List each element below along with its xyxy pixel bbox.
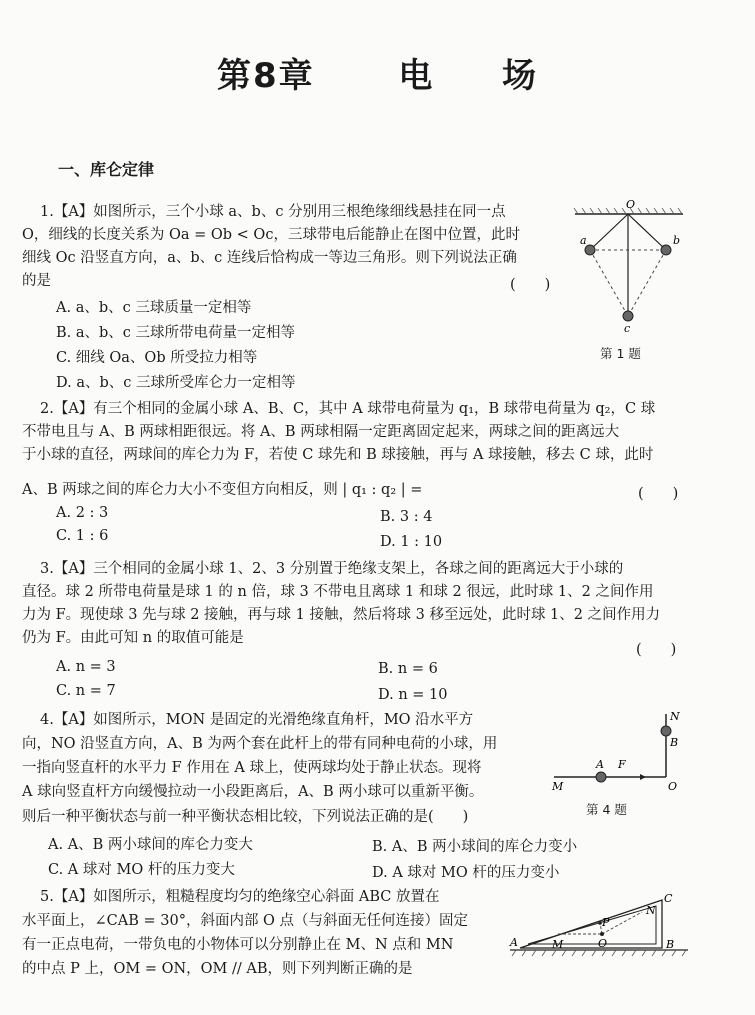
option-d: D. n = 10 [378, 687, 448, 703]
q1-line: O，细线的长度关系为 Oa = Ob < Oc，三球带电后能静止在图中位置，此时 [22, 227, 520, 243]
label-b: B [670, 736, 679, 749]
q5-line: 水平面上，∠CAB = 30°，斜面内部 O 点（与斜面无任何连接）固定 [22, 913, 469, 929]
q3-line: 3.【A】三个相同的金属小球 1、2、3 分别置于绝缘支架上，各球之间的距离远大于小球的 [40, 561, 624, 577]
label-p: P [602, 916, 610, 929]
option-a: A. 2 : 3 [56, 505, 109, 521]
q3-line: 直径。球 2 所带电荷量是球 1 的 n 倍，球 3 不带电且离球 1 和球 2 很远，此时球 1、2 之间作用 [22, 584, 654, 600]
q2-line: A、B 两球之间的库仑力大小不变但方向相反，则 | q₁ : q₂ | = [22, 482, 423, 498]
label-a: a [580, 234, 587, 247]
option-b: B. A、B 两小球间的库仑力变小 [372, 839, 578, 855]
label-b: B [666, 938, 675, 951]
q2-line: 于小球的直径，两球间的库仑力为 F，若使 C 球先和 B 球接触，再与 A 球接触，移去 C 球，此时 [22, 447, 654, 463]
label-o: O [598, 937, 608, 950]
chapter-title [0, 48, 755, 97]
option-c: C. 细线 Oa、Ob 所受拉力相等 [56, 350, 258, 366]
q3-line: 力为 F。现使球 3 先与球 2 接触，再与球 1 接触，然后将球 3 移至远处，此时球 1、2 之间作用力 [22, 607, 661, 623]
q4-line: 向，NO 沿竖直方向，A、B 为两个套在此杆上的带有同种电荷的小球，用 [22, 736, 498, 752]
label-f: F [618, 758, 626, 771]
figure-4-diagram [548, 706, 698, 798]
option-a: A. a、b、c 三球质量一定相等 [56, 300, 252, 316]
label-a: A [596, 758, 604, 771]
label-m: M [552, 938, 564, 951]
figure-1-caption: 第 1 题 [600, 346, 641, 361]
figure-4-caption: 第 4 题 [586, 802, 627, 817]
chapter-number: 第8章 [216, 56, 315, 96]
q3-line: 仍为 F。由此可知 n 的取值可能是 [22, 630, 244, 646]
q1-line: 1.【A】如图所示，三个小球 a、b、c 分别用三根绝缘细线悬挂在同一点 [40, 204, 506, 220]
q4-line: 则后一种平衡状态与前一种平衡状态相比较，下列说法正确的是( ) [22, 809, 469, 825]
option-b: B. n = 6 [378, 661, 438, 677]
label-c: c [624, 322, 631, 335]
label-o: O [626, 198, 636, 211]
q5-line: 5.【A】如图所示，粗糙程度均匀的绝缘空心斜面 ABC 放置在 [40, 889, 440, 905]
answer-paren: ( ) [638, 486, 679, 502]
q1-line: 细线 Oc 沿竖直方向，a、b、c 连线后恰构成一等边三角形。则下列说法正确 [22, 250, 517, 266]
label-n: N [670, 710, 680, 723]
label-o: O [668, 780, 678, 793]
figure-1-diagram [570, 198, 690, 343]
q4-line: 一指向竖直杆的水平力 F 作用在 A 球上，使两球均处于静止状态。现将 [22, 760, 482, 776]
option-d: D. A 球对 MO 杆的压力变小 [372, 865, 560, 881]
q1-line: 的是 [22, 273, 51, 289]
answer-paren: ( ) [636, 642, 677, 658]
option-a: A. n = 3 [56, 659, 116, 675]
q5-line: 有一正点电荷，一带负电的小物体可以分别静止在 M、N 点和 MN [22, 937, 454, 953]
chapter-word-1: 电 [398, 56, 435, 96]
q4-line: 4.【A】如图所示，MON 是固定的光滑绝缘直角杆，MO 沿水平方 [40, 712, 474, 728]
label-b: b [673, 234, 681, 247]
label-n: N [646, 904, 656, 917]
q2-line: 2.【A】有三个相同的金属小球 A、B、C，其中 A 球带电荷量为 q₁，B 球带电荷量为 q₂，C 球 [40, 401, 656, 417]
option-b: B. 3 : 4 [380, 509, 433, 525]
option-d: D. a、b、c 三球所受库仑力一定相等 [56, 375, 296, 391]
q2-line: 不带电且与 A、B 两球相距很远。将 A、B 两球相隔一定距离固定起来，两球之间的距离远大 [22, 424, 620, 440]
option-c: C. A 球对 MO 杆的压力变大 [48, 862, 235, 878]
option-c: C. n = 7 [56, 683, 116, 699]
section-heading: 一、库仑定律 [58, 160, 155, 179]
label-m: M [552, 780, 564, 793]
chapter-word-2: 场 [502, 56, 539, 96]
option-b: B. a、b、c 三球所带电荷量一定相等 [56, 325, 296, 341]
figure-5-diagram [506, 890, 696, 962]
option-c: C. 1 : 6 [56, 528, 109, 544]
q4-line: A 球向竖直杆方向缓慢拉动一小段距离后，A、B 两小球可以重新平衡。 [22, 784, 484, 800]
answer-paren: ( ) [510, 277, 551, 293]
option-a: A. A、B 两小球间的库仑力变大 [48, 837, 253, 853]
label-a: A [510, 936, 518, 949]
option-d: D. 1 : 10 [380, 534, 443, 550]
label-c: C [664, 892, 673, 905]
q5-line: 的中点 P 上，OM = ON，OM // AB，则下列判断正确的是 [22, 961, 413, 977]
